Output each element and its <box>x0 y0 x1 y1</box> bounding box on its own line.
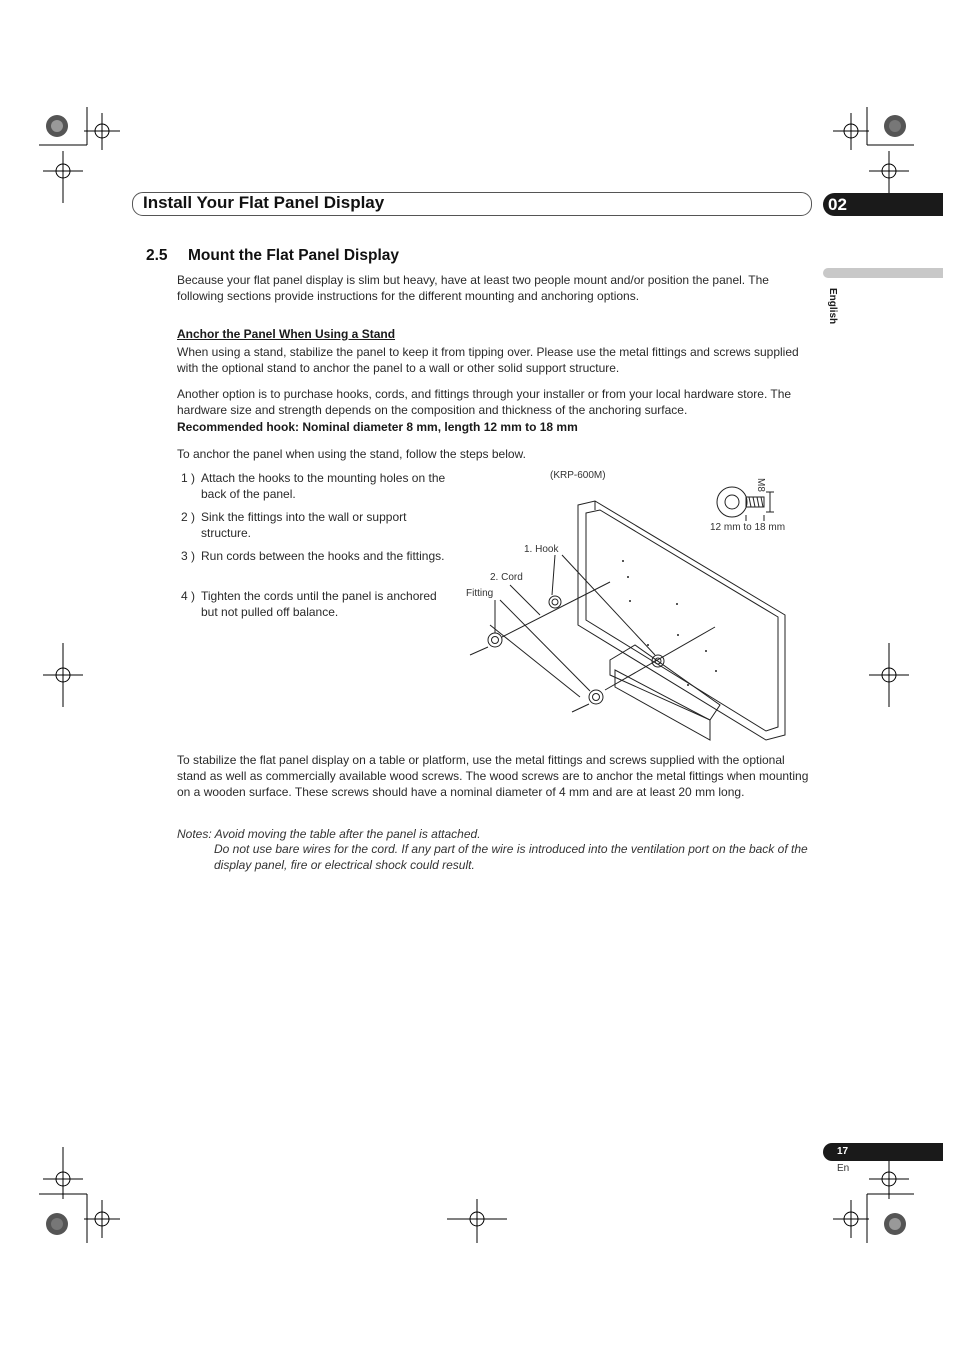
step-text: Tighten the cords until the panel is anchored but not pulled off balance. <box>201 589 437 619</box>
intro-paragraph: Because your flat panel display is slim but heavy, have at least two people mount and/or position the panel. The following sections provide instructions for the different mounting and anchoring options. <box>177 273 769 303</box>
anchor-paragraph-1: When using a stand, stabilize the panel to keep it from tipping over. Please use the metal fittings and screws supplied with the optional stand to anchor the panel to a wall or other solid support structure. <box>177 345 799 375</box>
stabilize-paragraph: To stabilize the flat panel display on a table or platform, use the metal fittings and screws supplied with the optional stand as well as commercially available wood screws. The wood screws are to anchor the metal fittings when mounting on a wooden surface. These screws should have a nominal diameter of 4 mm and are at least 20 mm long. <box>177 753 809 799</box>
figure-hook-label: 1. Hook <box>524 544 559 555</box>
figure-fitting-label: Fitting <box>466 588 494 599</box>
page-header-title: Install Your Flat Panel Display <box>143 193 385 212</box>
section-title <box>146 247 399 265</box>
step-number: 1 ) <box>181 471 196 485</box>
list-item <box>181 548 453 564</box>
step-text: Attach the hooks to the mounting holes on the back of the panel. <box>201 471 446 501</box>
step-text: Sink the fittings into the wall or support structure. <box>201 510 407 540</box>
notes-line-2: Do not use bare wires for the cord. If any part of the wire is introduced into the ventilation port on the back of the display panel, fire or electrical shock could result. <box>214 842 808 872</box>
step-number: 3 ) <box>181 549 196 563</box>
list-item <box>181 588 453 620</box>
language-tab <box>823 268 943 278</box>
step-number: 2 ) <box>181 510 196 524</box>
language-label: English <box>827 288 838 325</box>
section-number: 2.5 <box>146 247 168 264</box>
recommended-hook: Recommended hook: Nominal diameter 8 mm, length 12 mm to 18 mm <box>177 420 578 434</box>
page-language: En <box>837 1163 850 1174</box>
step-number: 4 ) <box>181 589 196 603</box>
section-title-text: Mount the Flat Panel Display <box>188 247 399 264</box>
steps-intro: To anchor the panel when using the stand, follow the steps below. <box>177 447 526 461</box>
anchor-heading: Anchor the Panel When Using a Stand <box>177 327 396 341</box>
anchor-paragraph-2: Another option is to purchase hooks, cords, and fittings through your installer or from your local hardware store. The hardware size and strength depends on the composition and thickness of the anchoring surface. <box>177 387 792 417</box>
figure-cord-label: 2. Cord <box>490 572 523 583</box>
anchor-illustration <box>460 465 800 750</box>
list-item <box>181 470 453 502</box>
figure-model-label: (KRP-600M) <box>550 470 606 481</box>
list-item <box>181 509 453 541</box>
chapter-number: 02 <box>828 195 847 214</box>
notes-line-1: Notes: Avoid moving the table after the panel is attached. <box>177 827 481 841</box>
page-number: 17 <box>837 1146 849 1157</box>
figure-thread-label: M8 <box>755 478 766 492</box>
figure-length-label: 12 mm to 18 mm <box>710 522 786 533</box>
step-text: Run cords between the hooks and the fittings. <box>201 549 445 563</box>
